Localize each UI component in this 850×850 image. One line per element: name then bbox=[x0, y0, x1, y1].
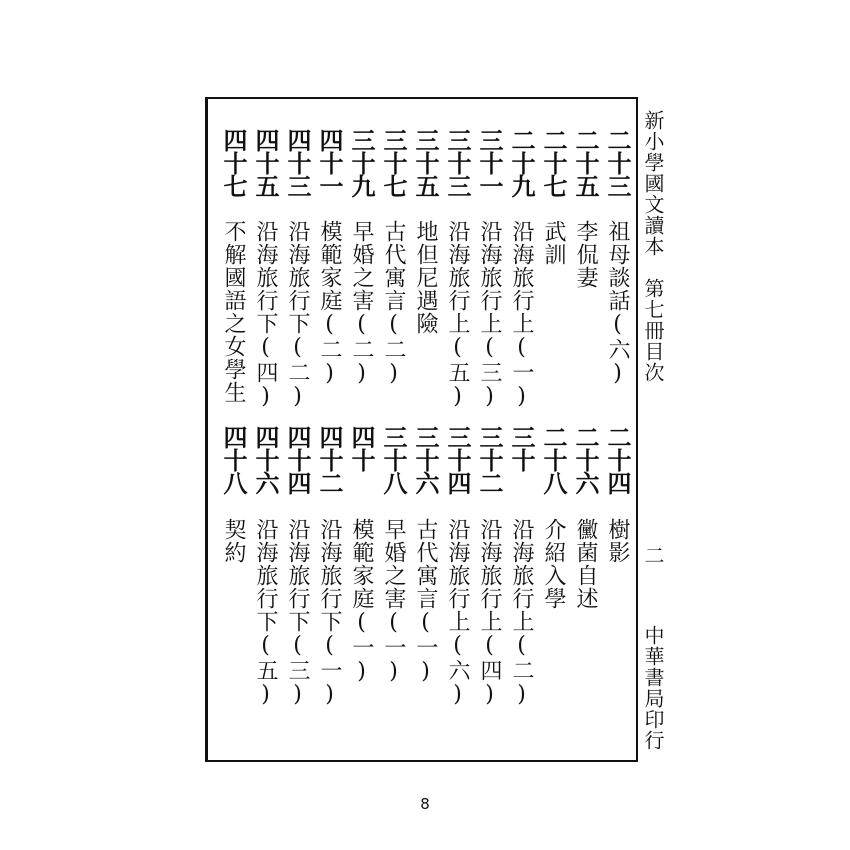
lesson-number: 四十四 bbox=[283, 425, 311, 494]
lesson-number: 三十五 bbox=[411, 128, 439, 197]
lesson-number: 三十九 bbox=[347, 128, 375, 197]
lesson-title: 介紹入學 bbox=[541, 518, 566, 610]
lesson-title: 沿海旅行上(三) bbox=[477, 220, 502, 410]
lesson-number: 三十八 bbox=[379, 425, 407, 494]
lesson-number: 四十五 bbox=[251, 128, 279, 197]
lesson-number: 四十一 bbox=[315, 128, 343, 197]
lesson-number: 二十五 bbox=[571, 128, 599, 197]
lesson-number: 二十七 bbox=[539, 128, 567, 197]
lesson-title: 沿海旅行上(二) bbox=[509, 518, 534, 708]
lesson-title: 早婚之害(一) bbox=[381, 518, 406, 685]
lesson-number: 四十七 bbox=[219, 128, 247, 197]
lesson-number: 四十三 bbox=[283, 128, 311, 197]
lesson-title: 沿海旅行下(四) bbox=[253, 220, 278, 410]
lesson-title: 契約 bbox=[221, 518, 246, 564]
lesson-title: 不解國語之女學生 bbox=[221, 220, 246, 404]
lesson-title: 早婚之害(二) bbox=[349, 220, 374, 387]
lesson-number: 四十 bbox=[347, 425, 375, 471]
lesson-number: 二十六 bbox=[571, 425, 599, 494]
lesson-number: 二十九 bbox=[507, 128, 535, 197]
lesson-number: 三十六 bbox=[411, 425, 439, 494]
lesson-title: 沿海旅行下(一) bbox=[317, 518, 342, 708]
lesson-title: 樹影 bbox=[605, 518, 630, 564]
lesson-title: 武訓 bbox=[541, 220, 566, 266]
lesson-number: 三十三 bbox=[443, 128, 471, 197]
lesson-title: 古代寓言(二) bbox=[381, 220, 406, 387]
lesson-title: 沿海旅行下(二) bbox=[285, 220, 310, 410]
lesson-title: 地但尼遇險 bbox=[413, 220, 438, 335]
lesson-number: 四十八 bbox=[219, 425, 247, 494]
lesson-title: 沿海旅行上(四) bbox=[477, 518, 502, 708]
lesson-title: 模範家庭(一) bbox=[349, 518, 374, 685]
lesson-title: 祖母談話(六) bbox=[605, 220, 630, 387]
frame-left-border bbox=[205, 97, 208, 762]
lesson-number: 二十三 bbox=[603, 128, 631, 197]
lesson-title: 沿海旅行下(五) bbox=[253, 518, 278, 708]
lesson-title: 沿海旅行下(三) bbox=[285, 518, 310, 708]
lesson-number: 四十六 bbox=[251, 425, 279, 494]
lesson-title: 模範家庭(二) bbox=[317, 220, 342, 387]
lesson-number: 三十 bbox=[507, 425, 535, 471]
folio-number: 8 bbox=[420, 795, 430, 813]
lesson-number: 三十一 bbox=[475, 128, 503, 197]
book-title: 新小學國文讀本 bbox=[641, 110, 665, 257]
lesson-number: 二十四 bbox=[603, 425, 631, 494]
lesson-title: 沿海旅行上(五) bbox=[445, 220, 470, 410]
lesson-number: 三十二 bbox=[475, 425, 503, 494]
lesson-title: 李侃妻 bbox=[573, 220, 598, 289]
page-number: 二 bbox=[641, 545, 665, 566]
volume-contents-heading: 第七冊目次 bbox=[641, 278, 665, 383]
frame-right-border bbox=[636, 97, 638, 762]
publisher-imprint: 中華書局印行 bbox=[641, 625, 665, 751]
lesson-number: 三十四 bbox=[443, 425, 471, 494]
lesson-title: 黴菌自述 bbox=[573, 518, 598, 610]
lesson-title: 沿海旅行上(一) bbox=[509, 220, 534, 410]
lesson-title: 沿海旅行上(六) bbox=[445, 518, 470, 708]
lesson-number: 二十八 bbox=[539, 425, 567, 494]
lesson-number: 四十二 bbox=[315, 425, 343, 494]
lesson-title: 古代寓言(一) bbox=[413, 518, 438, 685]
lesson-number: 三十七 bbox=[379, 128, 407, 197]
frame-bottom-border bbox=[205, 760, 638, 762]
frame-top-border bbox=[205, 97, 638, 99]
